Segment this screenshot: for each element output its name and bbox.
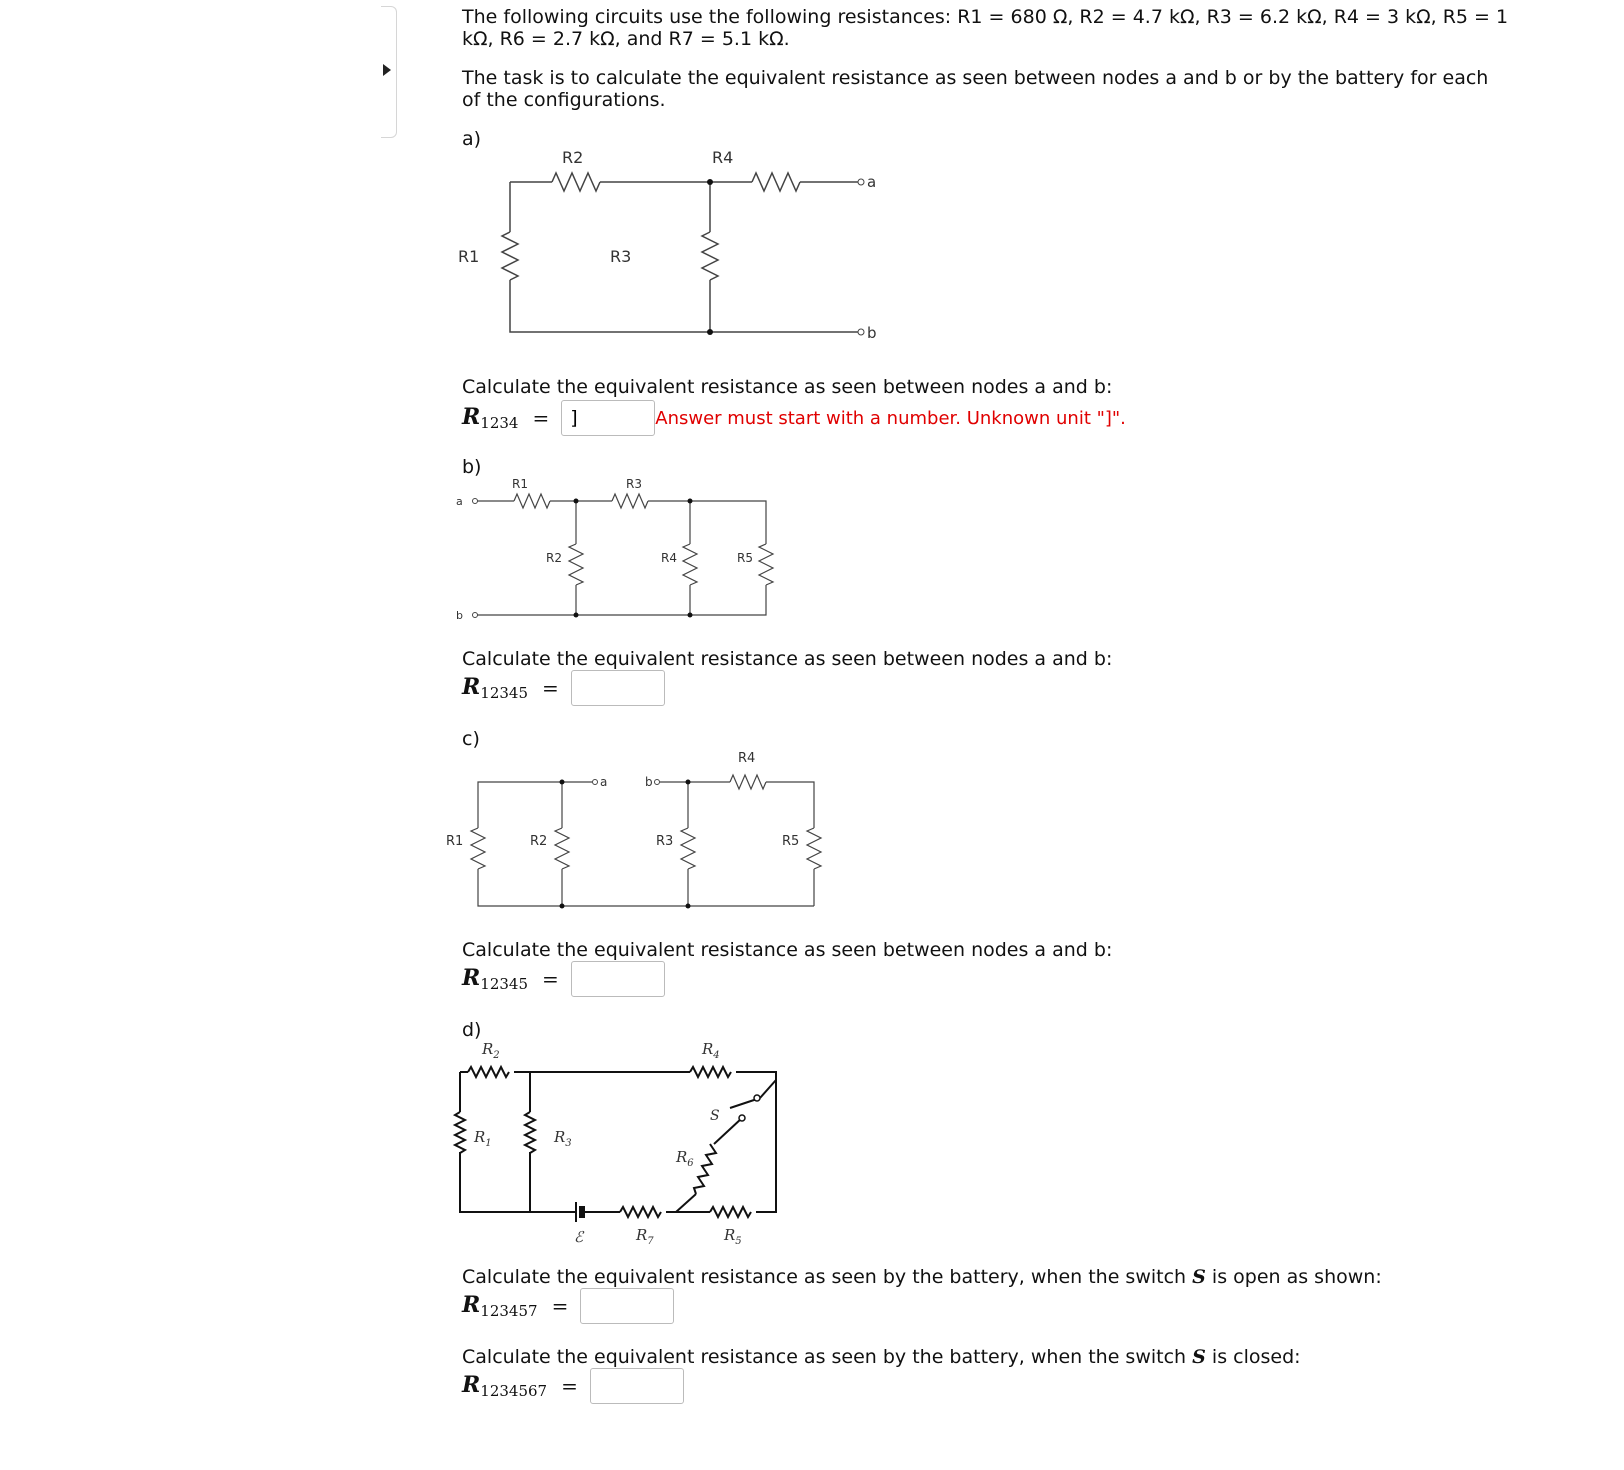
part-d-open-answer-row bbox=[462, 1286, 674, 1326]
resistor-r1 bbox=[471, 828, 485, 869]
part-d-closed-answer-row bbox=[462, 1366, 684, 1406]
part-d-prompt-closed: Calculate the equivalent resistance as seen by the battery, when the switch S is closed: bbox=[462, 1346, 1301, 1368]
error-message-a: Answer must start with a number. Unknown unit "]". bbox=[655, 407, 1126, 429]
intro-line-2: kΩ, R6 = 2.7 kΩ, and R7 = 5.1 kΩ. bbox=[462, 28, 790, 50]
terminal-b bbox=[655, 780, 660, 785]
label-r2: $R_2$ bbox=[482, 1040, 500, 1061]
part-a-label: a) bbox=[462, 128, 482, 150]
terminal-b bbox=[858, 329, 864, 335]
label-r3: R3 bbox=[626, 477, 642, 491]
wire bbox=[478, 782, 562, 828]
label-r1: R1 bbox=[446, 834, 464, 849]
junction-node bbox=[560, 780, 565, 785]
terminal-a bbox=[858, 179, 864, 185]
part-d-prompt-open: Calculate the equivalent resistance as seen by the battery, when the switch S is open as shown: bbox=[462, 1266, 1382, 1288]
label-r2: R2 bbox=[546, 551, 562, 565]
circuit-a bbox=[458, 148, 877, 358]
resistor-r4 bbox=[683, 544, 697, 585]
equals-sign: = bbox=[532, 406, 550, 430]
wire bbox=[648, 501, 766, 544]
part-b-variable: $R_{12345}$ bbox=[462, 674, 529, 702]
resistor-r3 bbox=[525, 1112, 535, 1153]
junction-node bbox=[707, 179, 713, 185]
wire bbox=[478, 869, 814, 906]
circuit-d bbox=[452, 1036, 792, 1258]
resistor-r4 bbox=[690, 1067, 731, 1077]
expand-toggle-icon[interactable] bbox=[383, 64, 391, 76]
node-b-label: b bbox=[867, 324, 877, 342]
label-r5: $R_5$ bbox=[724, 1226, 742, 1247]
part-c-answer-row bbox=[462, 959, 665, 999]
equals-sign: = bbox=[542, 967, 559, 991]
part-c-label: c) bbox=[462, 728, 480, 750]
resistor-r1 bbox=[502, 232, 518, 280]
label-r3: R3 bbox=[610, 247, 632, 266]
terminal-a bbox=[473, 499, 478, 504]
answer-input-d-open[interactable] bbox=[580, 1288, 674, 1324]
part-a-answer-row bbox=[462, 398, 1126, 438]
part-b-label: b) bbox=[462, 456, 482, 478]
resistor-r7 bbox=[620, 1207, 661, 1217]
wire bbox=[460, 1152, 576, 1212]
label-r1: R1 bbox=[458, 247, 480, 266]
switch-contact bbox=[754, 1095, 760, 1101]
junction-node bbox=[688, 499, 693, 504]
circuit-c bbox=[442, 748, 832, 918]
resistor-r1 bbox=[455, 1112, 465, 1153]
label-r5: R5 bbox=[737, 551, 753, 565]
label-r5: R5 bbox=[782, 834, 800, 849]
label-r4: R4 bbox=[738, 751, 756, 766]
wire bbox=[760, 1080, 776, 1098]
label-r3: R3 bbox=[656, 834, 674, 849]
node-b-label: b bbox=[645, 775, 653, 789]
node-a-label: a bbox=[600, 775, 608, 789]
wire bbox=[736, 1072, 776, 1212]
label-r1: R1 bbox=[512, 477, 528, 491]
junction-node bbox=[574, 499, 579, 504]
part-b-prompt: Calculate the equivalent resistance as seen between nodes a and b: bbox=[462, 648, 1113, 670]
resistor-r5 bbox=[807, 828, 821, 869]
junction-node bbox=[574, 613, 579, 618]
resistor-r2 bbox=[468, 1067, 509, 1077]
label-emf: ℰ bbox=[574, 1228, 584, 1246]
label-r3: $R_3$ bbox=[554, 1128, 572, 1149]
label-switch: S bbox=[710, 1108, 720, 1124]
node-a-label: a bbox=[867, 173, 877, 191]
part-a-prompt: Calculate the equivalent resistance as seen between nodes a and b: bbox=[462, 376, 1113, 398]
circuit-b bbox=[456, 476, 822, 626]
label-r4: $R_4$ bbox=[702, 1040, 720, 1061]
label-r4: R4 bbox=[712, 148, 734, 167]
junction-node bbox=[686, 780, 691, 785]
task-line-2: of the configurations. bbox=[462, 89, 666, 111]
junction-node bbox=[686, 904, 691, 909]
task-line-1: The task is to calculate the equivalent resistance as seen between nodes a and b or by the battery for each bbox=[462, 67, 1489, 89]
wire bbox=[510, 280, 858, 332]
resistor-r4 bbox=[730, 775, 766, 789]
terminal-b bbox=[473, 613, 478, 618]
part-c-prompt: Calculate the equivalent resistance as seen between nodes a and b: bbox=[462, 939, 1113, 961]
label-r2: R2 bbox=[562, 148, 584, 167]
equals-sign: = bbox=[542, 676, 559, 700]
resistor-r5 bbox=[710, 1207, 751, 1217]
wire bbox=[477, 585, 766, 615]
resistor-r1 bbox=[514, 494, 550, 508]
label-r1: $R_1$ bbox=[474, 1128, 492, 1149]
answer-input-a[interactable] bbox=[561, 400, 655, 436]
part-b-answer-row bbox=[462, 668, 665, 708]
part-d-label: d) bbox=[462, 1019, 482, 1041]
answer-input-c[interactable] bbox=[571, 961, 665, 997]
junction-node bbox=[707, 329, 713, 335]
resistor-r3 bbox=[681, 828, 695, 869]
node-b-label: b bbox=[456, 609, 463, 622]
resistor-r2 bbox=[569, 544, 583, 585]
junction-node bbox=[560, 904, 565, 909]
switch-contact bbox=[739, 1115, 745, 1121]
junction-node bbox=[688, 613, 693, 618]
resistor-r4 bbox=[752, 173, 800, 191]
label-r6: $R_6$ bbox=[676, 1148, 694, 1169]
resistor-r5 bbox=[759, 544, 773, 585]
answer-input-d-closed[interactable] bbox=[590, 1368, 684, 1404]
node-a-label: a bbox=[456, 495, 463, 508]
label-r7: $R_7$ bbox=[636, 1226, 654, 1247]
equals-sign: = bbox=[551, 1294, 569, 1318]
resistor-r2 bbox=[552, 173, 600, 191]
resistor-r3 bbox=[612, 494, 648, 508]
equals-sign: = bbox=[561, 1374, 578, 1398]
part-d-closed-variable: $R_{1234567}$ bbox=[462, 1372, 548, 1400]
wire bbox=[676, 1194, 696, 1212]
resistor-r6 bbox=[694, 1144, 716, 1194]
answer-input-b[interactable] bbox=[571, 670, 665, 706]
resistor-r2 bbox=[555, 828, 569, 869]
label-r4: R4 bbox=[661, 551, 677, 565]
terminal-a bbox=[593, 780, 598, 785]
label-r2: R2 bbox=[530, 834, 548, 849]
part-a-variable: $R_{1234}$ bbox=[462, 404, 519, 432]
wire bbox=[766, 782, 814, 828]
intro-line-1: The following circuits use the following resistances: R1 = 680 Ω, R2 = 4.7 kΩ, R3 = 6.2 kΩ, R4 = 3 kΩ, R5 = 1 bbox=[462, 6, 1509, 28]
resistor-r3 bbox=[702, 232, 718, 280]
part-d-open-variable: $R_{123457}$ bbox=[462, 1292, 538, 1320]
part-c-variable: $R_{12345}$ bbox=[462, 965, 529, 993]
